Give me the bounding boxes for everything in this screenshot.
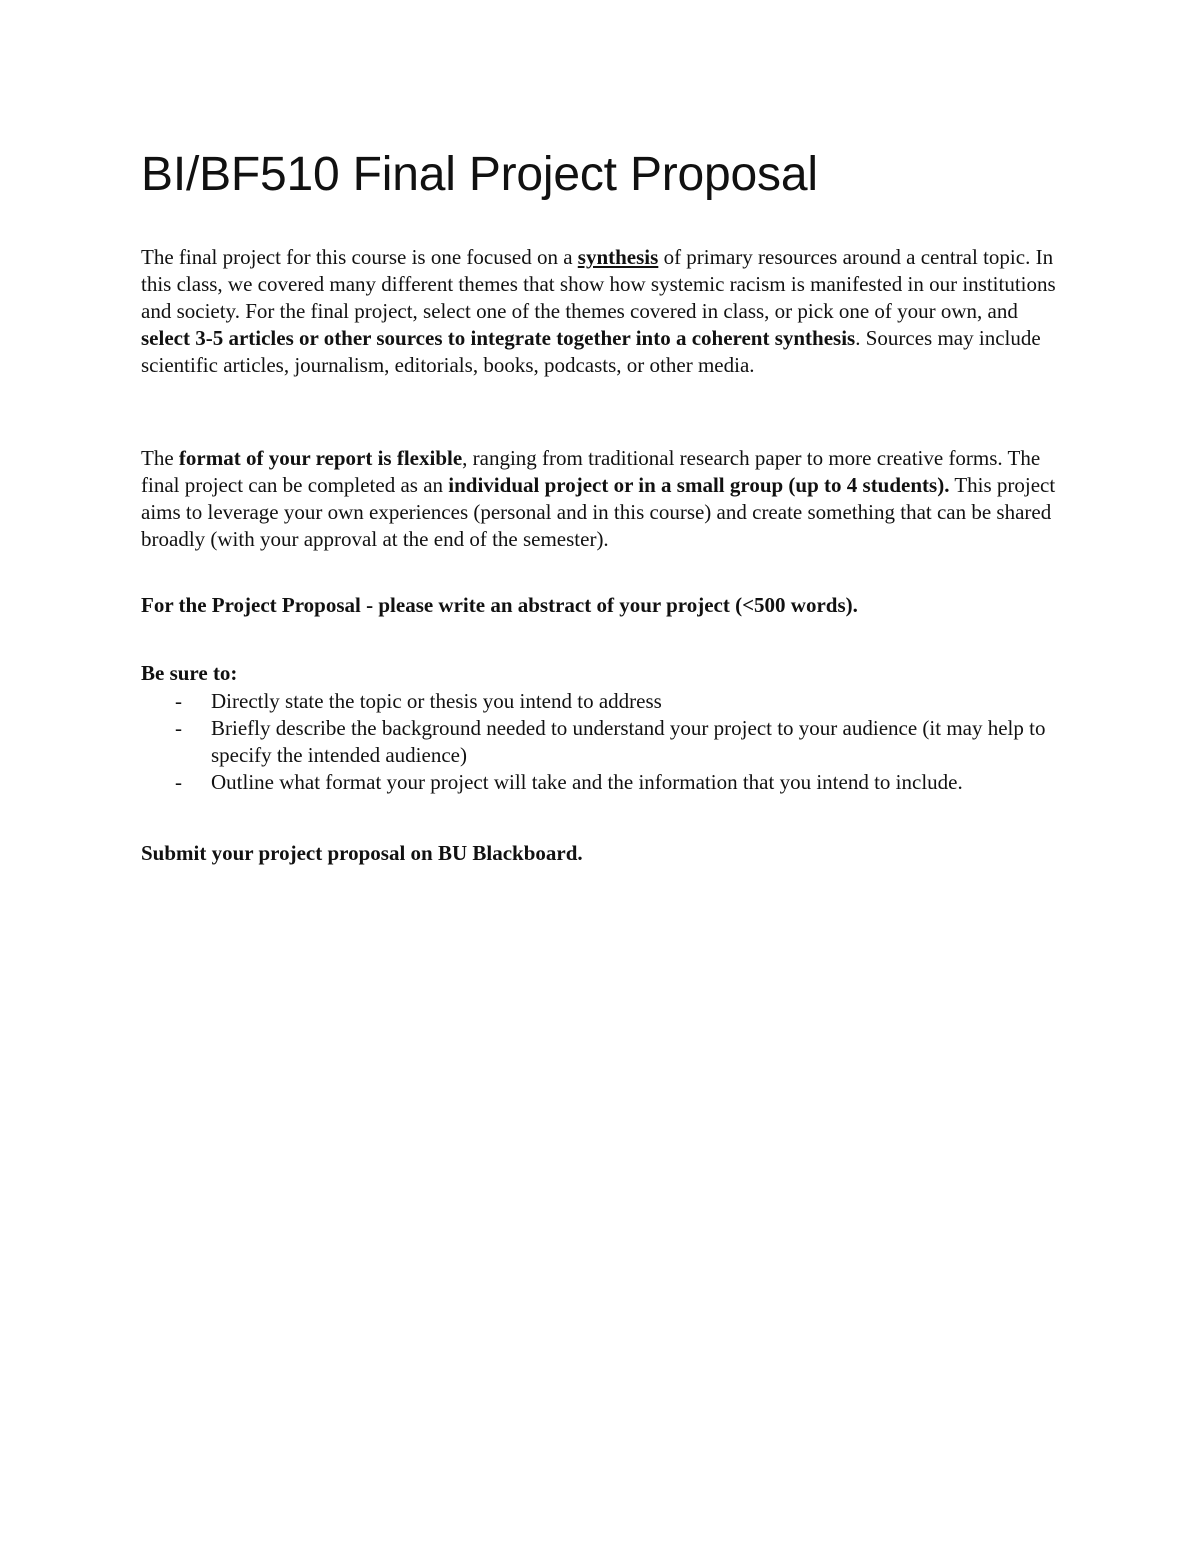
- submit-instruction-text: Submit your project proposal on BU Blackboard.: [141, 841, 583, 865]
- be-sure-heading-text: Be sure to:: [141, 661, 238, 685]
- format-text-1: The: [141, 446, 179, 470]
- list-item-text: Directly state the topic or thesis you intend to address: [211, 689, 662, 713]
- intro-text-2: of primary resources around a central topic. In this class, we covered many different themes that show how systemic racism is manifested in our institutions and society. For the final project, select one of the themes covered in class, or pick one of your own, and: [141, 245, 1056, 323]
- list-item: [141, 769, 1071, 796]
- requirements-list: [141, 688, 1071, 796]
- format-paragraph: [141, 445, 1061, 553]
- intro-paragraph: [141, 244, 1061, 379]
- proposal-instruction-text: For the Project Proposal - please write an abstract of your project (<500 words).: [141, 593, 858, 617]
- intro-text-3: . Sources may include scientific articles, journalism, editorials, books, podcasts, or other media.: [141, 326, 1041, 377]
- submit-instruction: [141, 840, 1061, 867]
- synthesis-underline: synthesis: [577, 245, 659, 269]
- bullet-dash: -: [175, 716, 182, 740]
- be-sure-heading: [141, 660, 1061, 687]
- format-text-3: This project aims to leverage your own experiences (personal and in this course) and create something that can be shared broadly (with your approval at the end of the semester).: [141, 473, 1056, 551]
- group-size-emphasis: individual project or in a small group (up to 4 students).: [448, 473, 950, 497]
- document-title: BI/BF510 Final Project Proposal: [141, 148, 818, 201]
- bullet-dash: -: [175, 770, 182, 794]
- list-item: [141, 715, 1071, 769]
- list-item: [141, 688, 1071, 715]
- select-sources-emphasis: select 3-5 articles or other sources to integrate together into a coherent synthesis: [141, 326, 856, 350]
- bullet-dash: -: [175, 689, 182, 713]
- format-emphasis: format of your report is flexible: [178, 446, 463, 470]
- list-item-text: Outline what format your project will take and the information that you intend to include.: [211, 770, 963, 794]
- intro-text-1: The final project for this course is one focused on a: [141, 245, 578, 269]
- proposal-instruction: [141, 592, 1061, 619]
- format-text-2: , ranging from traditional research paper to more creative forms. The final project can be completed as an: [141, 446, 1041, 497]
- synthesis-emphasis: [578, 245, 659, 269]
- list-item-text: Briefly describe the background needed to understand your project to your audience (it may help to specify the intended audience): [211, 716, 1046, 767]
